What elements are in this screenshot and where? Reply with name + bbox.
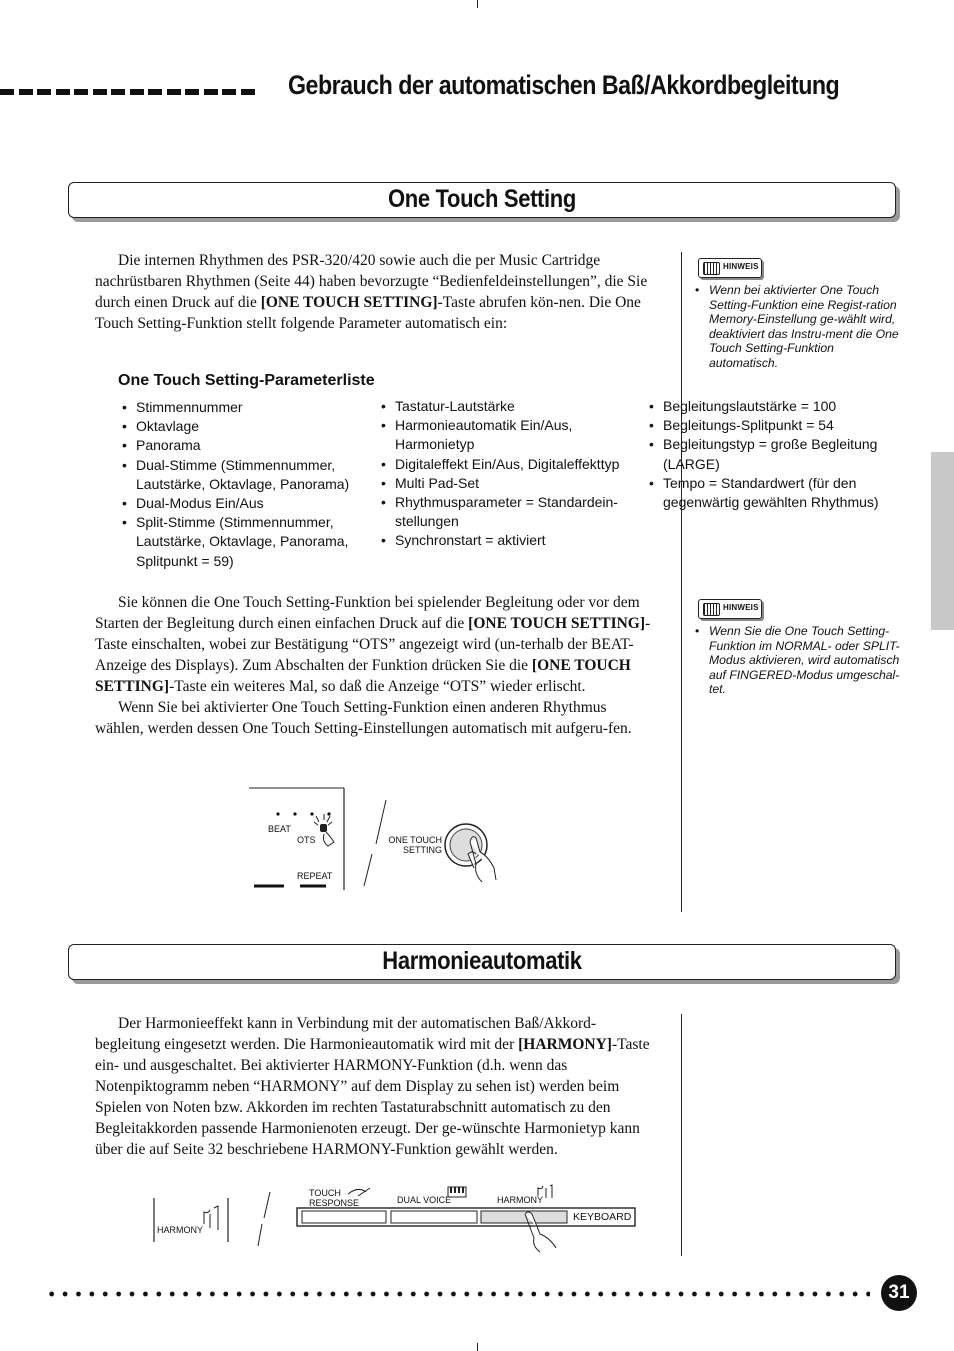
- ots-figure-drawing: [240, 782, 510, 894]
- note-2: [695, 624, 900, 697]
- margin-rule-1: [681, 252, 682, 912]
- intro-key-name: [ONE TOUCH SETTING]: [260, 294, 438, 311]
- note-badge-label: HINWEIS: [723, 262, 759, 271]
- section-title: Harmonieautomatik: [382, 947, 582, 975]
- crop-mark-top: [477, 0, 478, 8]
- button-label-line2: SETTING: [402, 845, 442, 855]
- note-icon: [703, 262, 720, 275]
- touch-response-label: [309, 1188, 359, 1208]
- parameter-list-col1: [122, 398, 362, 571]
- harmony-button-label: HARMONY: [497, 1195, 544, 1205]
- note-icon: [703, 603, 720, 616]
- footer-dot-rule: [45, 1290, 870, 1298]
- ots-text-2: -Taste einschalten, wobei zur Bestätigung “OTS” angezeigt wird (un-terhalb der BEAT-Anzeige des Displays). Zum Abschalten der Funktion drücken Sie die: [95, 615, 651, 674]
- ots-key-name-2: [ONE TOUCH SETTING]: [95, 657, 631, 695]
- intro-text-1: Die internen Rhythmen des PSR-320/420 sowie auch die per Music Cartridge nachrüstbaren Rhythmen (Seite 44) haben bevorzugte “Bedienfeldeinstellungen”, die Sie durch einen Druck auf die: [95, 252, 648, 311]
- note-2-text: Wenn Sie die One Touch Setting-Funktion im NORMAL- oder SPLIT-Modus aktivieren, wird automatisch auf FINGERED-Modus umgeschal-tet.: [709, 624, 900, 696]
- list-item: • Begleitungs-Splitpunkt = 54: [649, 416, 897, 435]
- list-item: • Dual-Stimme (Stimmennummer, Lautstärke, Oktavlage, Panorama): [122, 456, 362, 494]
- touch-response-line1: TOUCH: [309, 1188, 341, 1198]
- section-title: One Touch Setting: [388, 185, 576, 213]
- intro-paragraph: [95, 250, 655, 334]
- ots-paragraph: [95, 592, 655, 739]
- note-badge-2: [698, 599, 762, 619]
- ots-text-3: -Taste ein weiteres Mal, so daß die Anzeige “OTS” wieder erlischt.: [169, 678, 586, 695]
- touch-response-line2: RESPONSE: [309, 1198, 360, 1208]
- one-touch-setting-button-label: [382, 835, 442, 855]
- list-item: • Oktavlage: [122, 417, 362, 436]
- header-dash-rule: [0, 89, 270, 99]
- list-item: • Dual-Modus Ein/Aus: [122, 494, 362, 513]
- ots-text-1: Sie können die One Touch Setting-Funktion bei spielender Begleitung oder vor dem Starten der Begleitung durch einen einfachen Druck auf die: [95, 594, 640, 632]
- note-bullet: •: [695, 624, 700, 638]
- note-1-text: Wenn bei aktivierter One Touch Setting-Funktion eine Regist-ration Memory-Einstellung ge-wählt wird, deaktiviert das Instru-ment die One Touch Setting-Funktion automatisch.: [709, 283, 899, 370]
- margin-rule-2: [681, 1014, 682, 1256]
- ots-label: OTS: [297, 835, 316, 845]
- dual-voice-label: DUAL VOICE: [397, 1195, 452, 1205]
- list-item: • Tempo = Standardwert (für den gegenwärtig gewählten Rhythmus): [649, 474, 897, 512]
- list-item: • Synchronstart = aktiviert: [381, 531, 639, 550]
- harmony-display-label: HARMONY: [157, 1225, 204, 1235]
- harmony-paragraph: [95, 1013, 655, 1160]
- rhythm-change-paragraph: Wenn Sie bei aktivierter One Touch Setting-Funktion einen anderen Rhythmus wählen, werden dessen One Touch Setting-Einstellungen automatisch mit aufgeru-fen.: [95, 699, 632, 737]
- parameter-list-col3: [649, 397, 897, 512]
- beat-label: BEAT: [268, 824, 291, 834]
- harmony-text-1: Der Harmonieeffekt kann in Verbindung mit der automatischen Baß/Akkord-begleitung eingesetzt werden. Die Harmonieautomatik wird mit der: [95, 1015, 597, 1053]
- ots-key-name-1: [ONE TOUCH SETTING]: [468, 615, 646, 632]
- crop-mark-bottom: [477, 1343, 478, 1351]
- list-item: • Begleitungslautstärke = 100: [649, 397, 897, 416]
- harmony-text-2: -Taste ein- und ausgeschaltet. Bei aktivierter HARMONY-Funktion (d.h. wenn das Notenpiktogramm neben “HARMONY” auf dem Display zu sehen ist) werden beim Spielen von Noten bzw. Akkorden im rechten Tastaturabschnitt automatisch zu den Begleitakkorden passende Harmonienoten erzeugt. Der ge-wünschte Harmonietyp kann über die auf Seite 32 beschriebene HARMONY-Funktion gewählt werden.: [95, 1036, 650, 1158]
- harmony-key-name: [HARMONY]: [518, 1036, 612, 1053]
- section-heading-one-touch-setting: [68, 182, 896, 218]
- section-heading-harmonieautomatik: [68, 944, 896, 980]
- list-item: • Digitaleffekt Ein/Aus, Digitaleffekttyp: [381, 455, 639, 474]
- list-item: • Harmonieautomatik Ein/Aus, Harmonietyp: [381, 416, 639, 454]
- note-badge-label: HINWEIS: [723, 603, 759, 612]
- note-1: [695, 283, 903, 370]
- ots-figure: [240, 782, 510, 894]
- harmony-figure: [148, 1184, 648, 1254]
- parameter-list-col2: [381, 397, 639, 551]
- list-item: • Stimmennummer: [122, 398, 362, 417]
- parameter-list-title: One Touch Setting-Parameterliste: [118, 372, 375, 389]
- note-badge-1: [698, 258, 762, 278]
- page-title: Gebrauch der automatischen Baß/Akkordbegleitung: [288, 70, 840, 100]
- repeat-label: REPEAT: [297, 871, 333, 881]
- list-item: • Multi Pad-Set: [381, 474, 639, 493]
- chapter-tab: [931, 452, 954, 630]
- list-item: • Split-Stimme (Stimmennummer, Lautstärke, Oktavlage, Panorama, Splitpunkt = 59): [122, 513, 362, 571]
- list-item: • Panorama: [122, 436, 362, 455]
- list-item: • Begleitungstyp = große Begleitung (LARGE): [649, 435, 897, 473]
- note-bullet: •: [695, 283, 700, 297]
- list-item: • Rhythmusparameter = Standardein-stellungen: [381, 493, 639, 531]
- button-label-line1: ONE TOUCH: [388, 835, 442, 845]
- intro-text-2: -Taste abrufen kön-nen. Die One Touch Setting-Funktion stellt folgende Parameter automatisch ein:: [95, 294, 641, 332]
- keyboard-label: KEYBOARD: [573, 1211, 632, 1223]
- list-item: • Tastatur-Lautstärke: [381, 397, 639, 416]
- page-number: 31: [881, 1275, 917, 1311]
